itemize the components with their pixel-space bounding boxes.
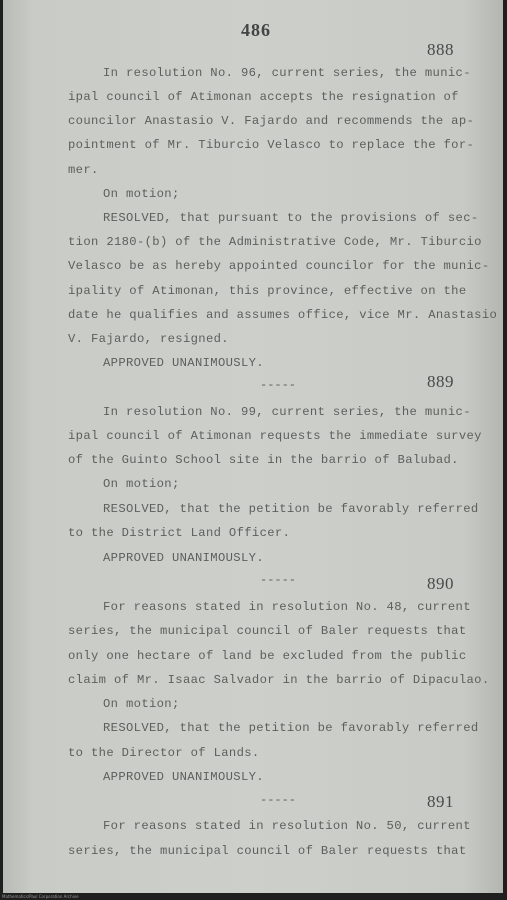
text-line: tion 2180-(b) of the Administrative Code, Mr. Tiburcio <box>68 235 482 249</box>
text-line: mer. <box>68 163 99 177</box>
text-line: For reasons stated in resolution No. 48, current <box>103 600 471 614</box>
text-line: councilor Anastasio V. Fajardo and recommends the ap- <box>68 114 475 128</box>
text-line: RESOLVED, that the petition be favorably referred <box>103 502 479 516</box>
text-line: APPROVED UNANIMOUSLY. <box>103 551 264 565</box>
page-number: 486 <box>241 20 271 40</box>
text-line: Velasco be as hereby appointed councilor for the munic- <box>68 259 490 273</box>
resolution-number: 888 <box>427 40 454 59</box>
separator: ----- <box>260 793 297 807</box>
text-line: only one hectare of land be excluded from the public <box>68 649 467 663</box>
text-line: of the Guinto School site in the barrio of Balubad. <box>68 453 459 467</box>
text-line: APPROVED UNANIMOUSLY. <box>103 356 264 370</box>
text-line: claim of Mr. Isaac Salvador in the barrio of Dipaculao. <box>68 673 490 687</box>
text-line: APPROVED UNANIMOUSLY. <box>103 770 264 784</box>
resolution-number: 889 <box>427 372 454 391</box>
separator: ----- <box>260 573 297 587</box>
text-line: On motion; <box>103 187 180 201</box>
resolution-number: 890 <box>427 574 454 593</box>
text-line: series, the municipal council of Baler requests that <box>68 844 467 858</box>
document-page <box>3 0 503 893</box>
text-line: In resolution No. 99, current series, the munic- <box>103 405 471 419</box>
text-line: In resolution No. 96, current series, the munic- <box>103 66 471 80</box>
separator: ----- <box>260 378 297 392</box>
text-line: series, the municipal council of Baler requests that <box>68 624 467 638</box>
resolution-number: 891 <box>427 792 454 811</box>
text-line: date he qualifies and assumes office, vice Mr. Anastasio <box>68 308 498 322</box>
text-line: On motion; <box>103 477 180 491</box>
text-line: V. Fajardo, resigned. <box>68 332 229 346</box>
text-line: RESOLVED, that the petition be favorably referred <box>103 721 479 735</box>
scan-footer: Mathematics/Paul Corporation Archive <box>2 894 79 899</box>
text-line: For reasons stated in resolution No. 50, current <box>103 819 471 833</box>
text-line: to the Director of Lands. <box>68 746 260 760</box>
text-line: ipality of Atimonan, this province, effective on the <box>68 284 467 298</box>
text-line: ipal council of Atimonan requests the immediate survey <box>68 429 482 443</box>
text-line: On motion; <box>103 697 180 711</box>
text-line: to the District Land Officer. <box>68 526 291 540</box>
text-line: pointment of Mr. Tiburcio Velasco to replace the for- <box>68 138 475 152</box>
text-line: RESOLVED, that pursuant to the provisions of sec- <box>103 211 479 225</box>
text-line: ipal council of Atimonan accepts the resignation of <box>68 90 459 104</box>
